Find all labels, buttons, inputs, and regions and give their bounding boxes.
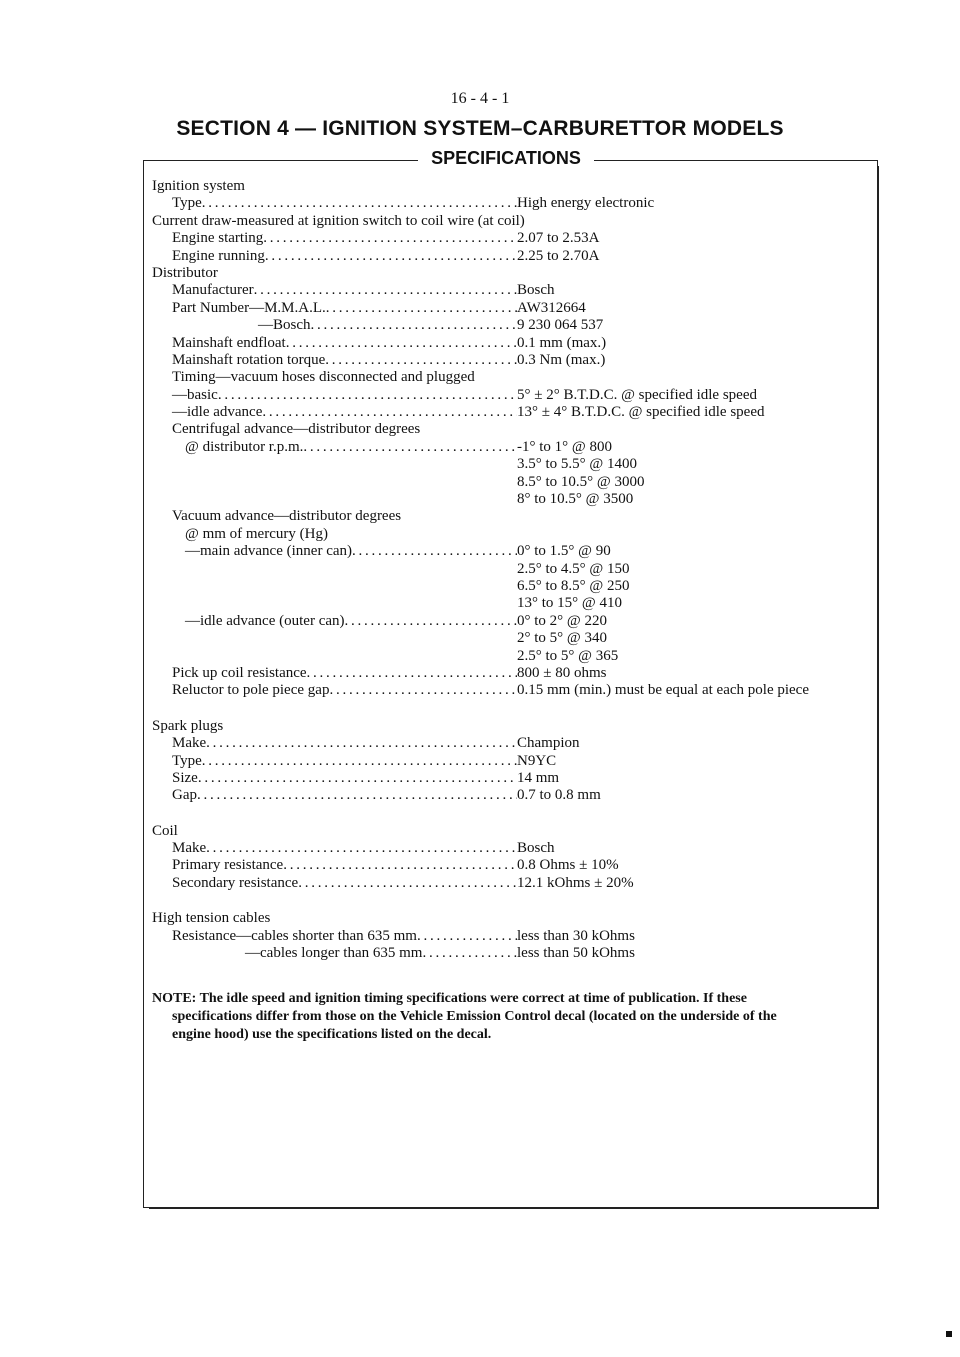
spec-heading-label: Ignition system bbox=[152, 178, 245, 194]
spec-row bbox=[152, 718, 872, 735]
spec-value: 800 ± 80 ohms bbox=[517, 664, 607, 681]
section-gap bbox=[152, 805, 872, 823]
spec-row bbox=[152, 387, 872, 404]
spec-value: 2.07 to 2.53A bbox=[517, 230, 600, 247]
spec-row bbox=[152, 928, 872, 945]
spec-value: 2.25 to 2.70A bbox=[517, 247, 600, 264]
spec-value: less than 50 kOhms bbox=[517, 945, 635, 962]
box-top-rule-right bbox=[594, 160, 878, 161]
dot-leader bbox=[325, 352, 517, 369]
section-title: SECTION 4 — IGNITION SYSTEM–CARBURETTOR MODELS bbox=[176, 117, 784, 140]
spec-row bbox=[152, 213, 872, 230]
spec-row bbox=[152, 910, 872, 927]
spec-value: High energy electronic bbox=[517, 195, 655, 212]
spec-value: -1° to 1° @ 800 bbox=[517, 438, 612, 455]
dot-leader bbox=[329, 682, 517, 699]
spec-value: Champion bbox=[517, 735, 580, 752]
corner-mark bbox=[946, 1331, 952, 1337]
spec-value: 13° ± 4° B.T.D.C. @ specified idle speed bbox=[517, 404, 765, 421]
spec-value: 3.5° to 5.5° @ 1400 bbox=[517, 456, 637, 473]
spec-row bbox=[152, 421, 872, 438]
spec-label: Pick up coil resistance bbox=[172, 664, 307, 681]
spec-row bbox=[152, 613, 872, 630]
spec-label: Mainshaft endfloat bbox=[172, 334, 286, 351]
page-number: 16 - 4 - 1 bbox=[450, 90, 510, 107]
spec-label: Secondary resistance bbox=[172, 874, 299, 891]
spec-heading-label: Timing—vacuum hoses disconnected and plugged bbox=[172, 369, 475, 386]
spec-label: Type bbox=[172, 752, 202, 769]
spec-row bbox=[152, 491, 872, 508]
spec-value: 14 mm bbox=[517, 769, 560, 786]
spec-heading-label: Spark plugs bbox=[152, 717, 224, 734]
spec-label: Gap bbox=[172, 787, 197, 804]
dot-leader bbox=[283, 857, 517, 874]
dot-leader bbox=[198, 770, 517, 787]
dot-leader bbox=[352, 543, 517, 560]
spec-row bbox=[152, 735, 872, 752]
dot-leader bbox=[298, 875, 517, 892]
section-gap bbox=[152, 700, 872, 718]
box-shadow-bottom bbox=[149, 1207, 879, 1209]
dot-leader bbox=[202, 753, 517, 770]
specifications-heading: SPECIFICATIONS bbox=[431, 148, 581, 168]
spec-value: 0° to 2° @ 220 bbox=[517, 612, 607, 629]
spec-row bbox=[152, 840, 872, 857]
spec-row bbox=[152, 682, 872, 699]
spec-heading-label: Current draw-measured at ignition switch to coil wire (at coil) bbox=[152, 212, 525, 229]
spec-label: Mainshaft rotation torque bbox=[172, 351, 326, 368]
spec-label: —cables longer than 635 mm bbox=[245, 945, 423, 962]
spec-row bbox=[152, 753, 872, 770]
spec-row bbox=[152, 526, 872, 543]
dot-leader bbox=[197, 787, 517, 804]
spec-label: Make bbox=[172, 735, 207, 752]
spec-label: —main advance (inner can) bbox=[185, 543, 352, 560]
dot-leader bbox=[422, 945, 517, 962]
spec-label: Size bbox=[172, 769, 198, 786]
spec-heading-label: Vacuum advance—distributor degrees bbox=[172, 508, 402, 525]
dot-leader bbox=[263, 230, 517, 247]
spec-row bbox=[152, 665, 872, 682]
dot-leader bbox=[202, 195, 517, 212]
spec-row bbox=[152, 857, 872, 874]
spec-row bbox=[152, 456, 872, 473]
spec-row bbox=[152, 195, 872, 212]
dot-leader bbox=[265, 248, 517, 265]
spec-value: 0.15 mm (min.) must be equal at each pole piece bbox=[517, 682, 809, 699]
spec-heading-label: High tension cables bbox=[152, 910, 271, 927]
spec-row bbox=[152, 317, 872, 334]
section-gap bbox=[152, 892, 872, 910]
spec-row bbox=[152, 945, 872, 962]
spec-row bbox=[152, 404, 872, 421]
spec-row bbox=[152, 508, 872, 525]
dot-leader bbox=[206, 735, 517, 752]
spec-row bbox=[152, 230, 872, 247]
spec-row bbox=[152, 474, 872, 491]
spec-row bbox=[152, 823, 872, 840]
spec-row bbox=[152, 300, 872, 317]
dot-leader bbox=[303, 439, 517, 456]
spec-row bbox=[152, 787, 872, 804]
spec-value: less than 30 kOhms bbox=[517, 927, 635, 944]
dot-leader bbox=[311, 317, 518, 334]
box-top-rule-left bbox=[143, 160, 418, 161]
spec-label: —basic bbox=[172, 386, 218, 403]
spec-row bbox=[152, 770, 872, 787]
spec-value: Bosch bbox=[517, 282, 555, 299]
spec-value: 9 230 064 537 bbox=[517, 317, 604, 334]
dot-leader bbox=[206, 840, 517, 857]
dot-leader bbox=[326, 300, 517, 317]
spec-row bbox=[152, 282, 872, 299]
note-paragraph bbox=[152, 990, 867, 1044]
dot-leader bbox=[286, 335, 517, 352]
spec-row bbox=[152, 630, 872, 647]
spec-label: @ distributor r.p.m. bbox=[185, 438, 304, 455]
spec-row bbox=[152, 265, 872, 282]
spec-value: 6.5° to 8.5° @ 250 bbox=[517, 577, 630, 594]
spec-row bbox=[152, 335, 872, 352]
spec-value: Bosch bbox=[517, 840, 555, 857]
spec-row bbox=[152, 178, 872, 195]
box-shadow-right bbox=[877, 166, 879, 1209]
spec-label: Resistance—cables shorter than 635 mm bbox=[172, 927, 417, 944]
dot-leader bbox=[262, 404, 517, 421]
note-line-2: specifications differ from those on the Vehicle Emission Control decal (located on the underside of the bbox=[172, 1009, 777, 1024]
spec-heading-label: Centrifugal advance—distributor degrees bbox=[172, 421, 421, 438]
spec-value: 0.8 Ohms ± 10% bbox=[517, 857, 619, 874]
spec-label: Engine starting bbox=[172, 230, 264, 247]
spec-row bbox=[152, 561, 872, 578]
spec-heading-label: Distributor bbox=[152, 264, 218, 281]
note-line-3: engine hood) use the specifications listed on the decal. bbox=[172, 1027, 492, 1042]
dot-leader bbox=[345, 613, 518, 630]
spec-heading-label: Coil bbox=[152, 822, 178, 839]
spec-label: Make bbox=[172, 840, 207, 857]
dot-leader bbox=[417, 928, 517, 945]
note-line-1: NOTE: The idle speed and ignition timing specifications were correct at time of publication. If these bbox=[152, 991, 747, 1006]
spec-label: Reluctor to pole piece gap bbox=[172, 682, 330, 699]
spec-value: 0° to 1.5° @ 90 bbox=[517, 543, 611, 560]
spec-label: —Bosch bbox=[258, 317, 311, 334]
spec-value: 0.7 to 0.8 mm bbox=[517, 787, 601, 804]
spec-value: 0.3 Nm (max.) bbox=[517, 351, 606, 368]
spec-value: AW312664 bbox=[517, 299, 586, 316]
spec-value: 5° ± 2° B.T.D.C. @ specified idle speed bbox=[517, 386, 757, 403]
spec-value: 2° to 5° @ 340 bbox=[517, 630, 607, 647]
spec-label: Engine running bbox=[172, 247, 265, 264]
spec-label: Type bbox=[172, 195, 202, 212]
spec-label: —idle advance bbox=[172, 404, 263, 421]
spec-row bbox=[152, 875, 872, 892]
spec-value: 13° to 15° @ 410 bbox=[517, 595, 622, 612]
spec-value: 8° to 10.5° @ 3500 bbox=[517, 491, 634, 508]
spec-row bbox=[152, 369, 872, 386]
spec-value: 2.5° to 5° @ 365 bbox=[517, 647, 619, 664]
spec-label: Manufacturer bbox=[172, 282, 254, 299]
spec-value: 8.5° to 10.5° @ 3000 bbox=[517, 473, 645, 490]
spec-row bbox=[152, 578, 872, 595]
spec-row bbox=[152, 439, 872, 456]
spec-label: —idle advance (outer can) bbox=[185, 612, 345, 629]
spec-value: 0.1 mm (max.) bbox=[517, 334, 607, 351]
dot-leader bbox=[218, 387, 517, 404]
spec-value: 2.5° to 4.5° @ 150 bbox=[517, 560, 630, 577]
spec-row bbox=[152, 248, 872, 265]
spec-row bbox=[152, 648, 872, 665]
spec-row bbox=[152, 595, 872, 612]
spec-value: N9YC bbox=[517, 752, 557, 769]
dot-leader bbox=[307, 665, 517, 682]
spec-row bbox=[152, 543, 872, 560]
dot-leader bbox=[254, 282, 517, 299]
spec-label: Primary resistance bbox=[172, 857, 284, 874]
spec-label: Part Number—M.M.A.L. bbox=[172, 299, 326, 316]
spec-row bbox=[152, 352, 872, 369]
spec-value: 12.1 kOhms ± 20% bbox=[517, 874, 634, 891]
spec-table bbox=[152, 178, 872, 962]
spec-heading-label: @ mm of mercury (Hg) bbox=[185, 525, 328, 542]
